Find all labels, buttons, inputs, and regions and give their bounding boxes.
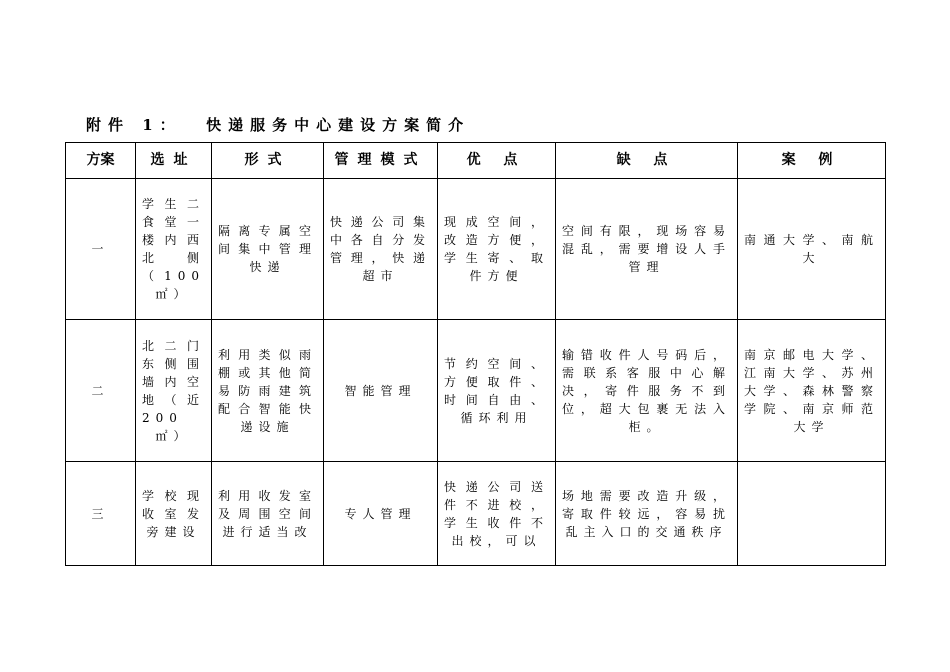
mode-cell: 专人管理 (324, 462, 438, 566)
plan-comparison-table (65, 142, 886, 566)
cases-cell: 南通大学、南航大 (738, 179, 886, 320)
mode-cell: 快递公司集中各自分发管理，快递超市 (324, 179, 438, 320)
document-title: 附件 1： 快递服务中心建设方案简介 (86, 116, 471, 134)
table-header-row (66, 143, 886, 179)
cons-cell: 场地需要改造升级，寄取件较远，容易扰乱主入口的交通秩序 (556, 462, 738, 566)
table-row (66, 320, 886, 462)
header-site: 选址 (136, 143, 212, 179)
header-mode: 管理模式 (324, 143, 438, 179)
plan-number: 三 (66, 462, 136, 566)
pros-cell: 节约空间、方便取件、时间自由、循环利用 (438, 320, 556, 462)
header-plan: 方案 (66, 143, 136, 179)
form-cell: 隔离专属空间集中管理快递 (212, 179, 324, 320)
cases-cell (738, 462, 886, 566)
cons-cell: 输错收件人号码后，需联系客服中心解决，寄件服务不到位，超大包裹无法入柜。 (556, 320, 738, 462)
header-pros: 优 点 (438, 143, 556, 179)
plan-number: 二 (66, 320, 136, 462)
cons-cell: 空间有限，现场容易混乱，需要增设人手管理 (556, 179, 738, 320)
table-row (66, 179, 886, 320)
site-cell: 北二门东侧围墙内空地（近 200㎡） (136, 320, 212, 462)
site-cell: 学生二食堂一楼内西北侧（100㎡） (136, 179, 212, 320)
cases-cell: 南京邮电大学、江南大学、苏州大学、森林警察学院、南京师范大学 (738, 320, 886, 462)
site-cell: 学校现收室发旁建设 (136, 462, 212, 566)
header-form: 形式 (212, 143, 324, 179)
form-cell: 利用收发室及周围空间进行适当改 (212, 462, 324, 566)
form-cell: 利用类似雨棚或其他简易防雨建筑配合智能快递设施 (212, 320, 324, 462)
mode-cell: 智能管理 (324, 320, 438, 462)
pros-cell: 快递公司送件不进校，学生收件不出校，可以 (438, 462, 556, 566)
header-cases: 案 例 (738, 143, 886, 179)
header-cons: 缺 点 (556, 143, 738, 179)
table-row (66, 462, 886, 566)
pros-cell: 现成空间，改造方便，学生寄、取件方便 (438, 179, 556, 320)
plan-number: 一 (66, 179, 136, 320)
